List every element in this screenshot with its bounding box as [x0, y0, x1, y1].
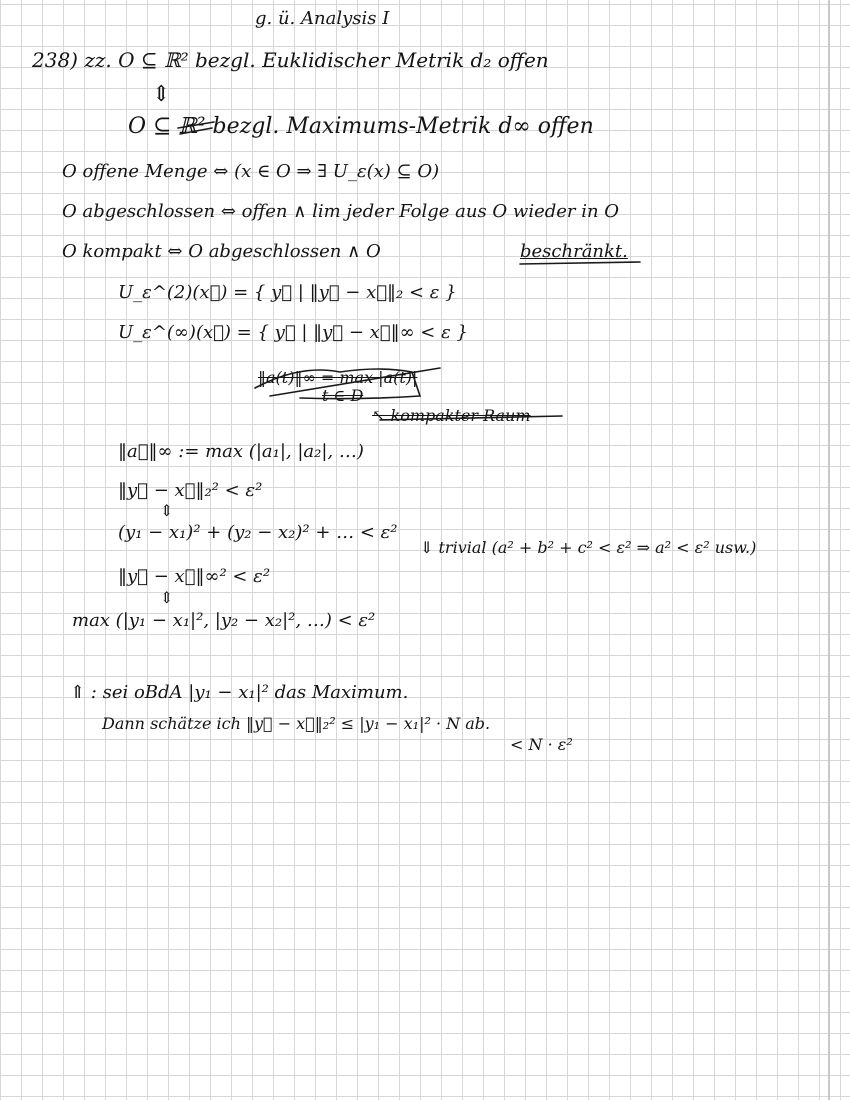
open-set-definition: O offene Menge ⇔ (x ∈ O ⇒ ∃ U_ε(x) ⊆ O): [62, 161, 440, 182]
page-right-edge: [828, 0, 830, 1100]
euclidean-ball-definition: U_ε^(2)(x⃗) = { y⃗ | ‖y⃗ − x⃗‖₂ < ε }: [118, 282, 457, 303]
equivalence-arrow: ⇕: [152, 82, 171, 107]
euclidean-inequality: ‖y⃗ − x⃗‖₂² < ε²: [118, 480, 263, 501]
crossed-out-compact-space: ↖ kompakter Raum: [372, 406, 531, 425]
max-expression-inequality: max (|y₁ − x₁|², |y₂ − x₂|², …) < ε²: [72, 610, 376, 631]
exercise-statement: 238) zz. O ⊆ ℝ² bezgl. Euklidischer Metrik d₂ offen: [32, 48, 549, 72]
equivalence-arrow: ⇕: [160, 588, 174, 607]
bounded-word: beschränkt.: [520, 241, 628, 262]
reverse-direction-proof: ⇑ : sei oBdA |y₁ − x₁|² das Maximum.: [70, 682, 409, 703]
max-norm-inequality: ‖y⃗ − x⃗‖∞² < ε²: [118, 566, 271, 587]
crossed-out-norm: ‖a(t)‖∞ = max |a(t)|: [258, 368, 418, 387]
underline-stroke: [520, 262, 640, 264]
maximum-metric-statement: O ⊆ ℝ² bezgl. Maximums-Metrik d∞ offen: [128, 114, 594, 139]
compact-set-definition: O kompakt ⇔ O abgeschlossen ∧ O: [62, 241, 381, 262]
closed-set-definition: O abgeschlossen ⇔ offen ∧ lim jeder Folge aus O wieder in O: [62, 201, 620, 222]
estimate-line: Dann schätze ich ‖y⃗ − x⃗‖₂² ≤ |y₁ − x₁|² · N ab.: [102, 714, 491, 733]
maximum-ball-definition: U_ε^(∞)(x⃗) = { y⃗ | ‖y⃗ − x⃗‖∞ < ε }: [118, 322, 468, 343]
equivalence-arrow: ⇕: [160, 501, 174, 520]
estimate-bound: < N · ε²: [510, 735, 573, 754]
max-norm-definition: ‖a⃗‖∞ := max (|a₁|, |a₂|, …): [118, 441, 364, 462]
sum-of-squares-inequality: (y₁ − x₁)² + (y₂ − x₂)² + … < ε²: [118, 522, 398, 543]
trivial-direction-note: ⇓ trivial (a² + b² + c² < ε² ⇒ a² < ε² usw.): [420, 538, 757, 557]
page-title: g. ü. Analysis I: [255, 8, 390, 29]
crossed-out-norm-subscript: t ∈ D: [322, 386, 364, 405]
